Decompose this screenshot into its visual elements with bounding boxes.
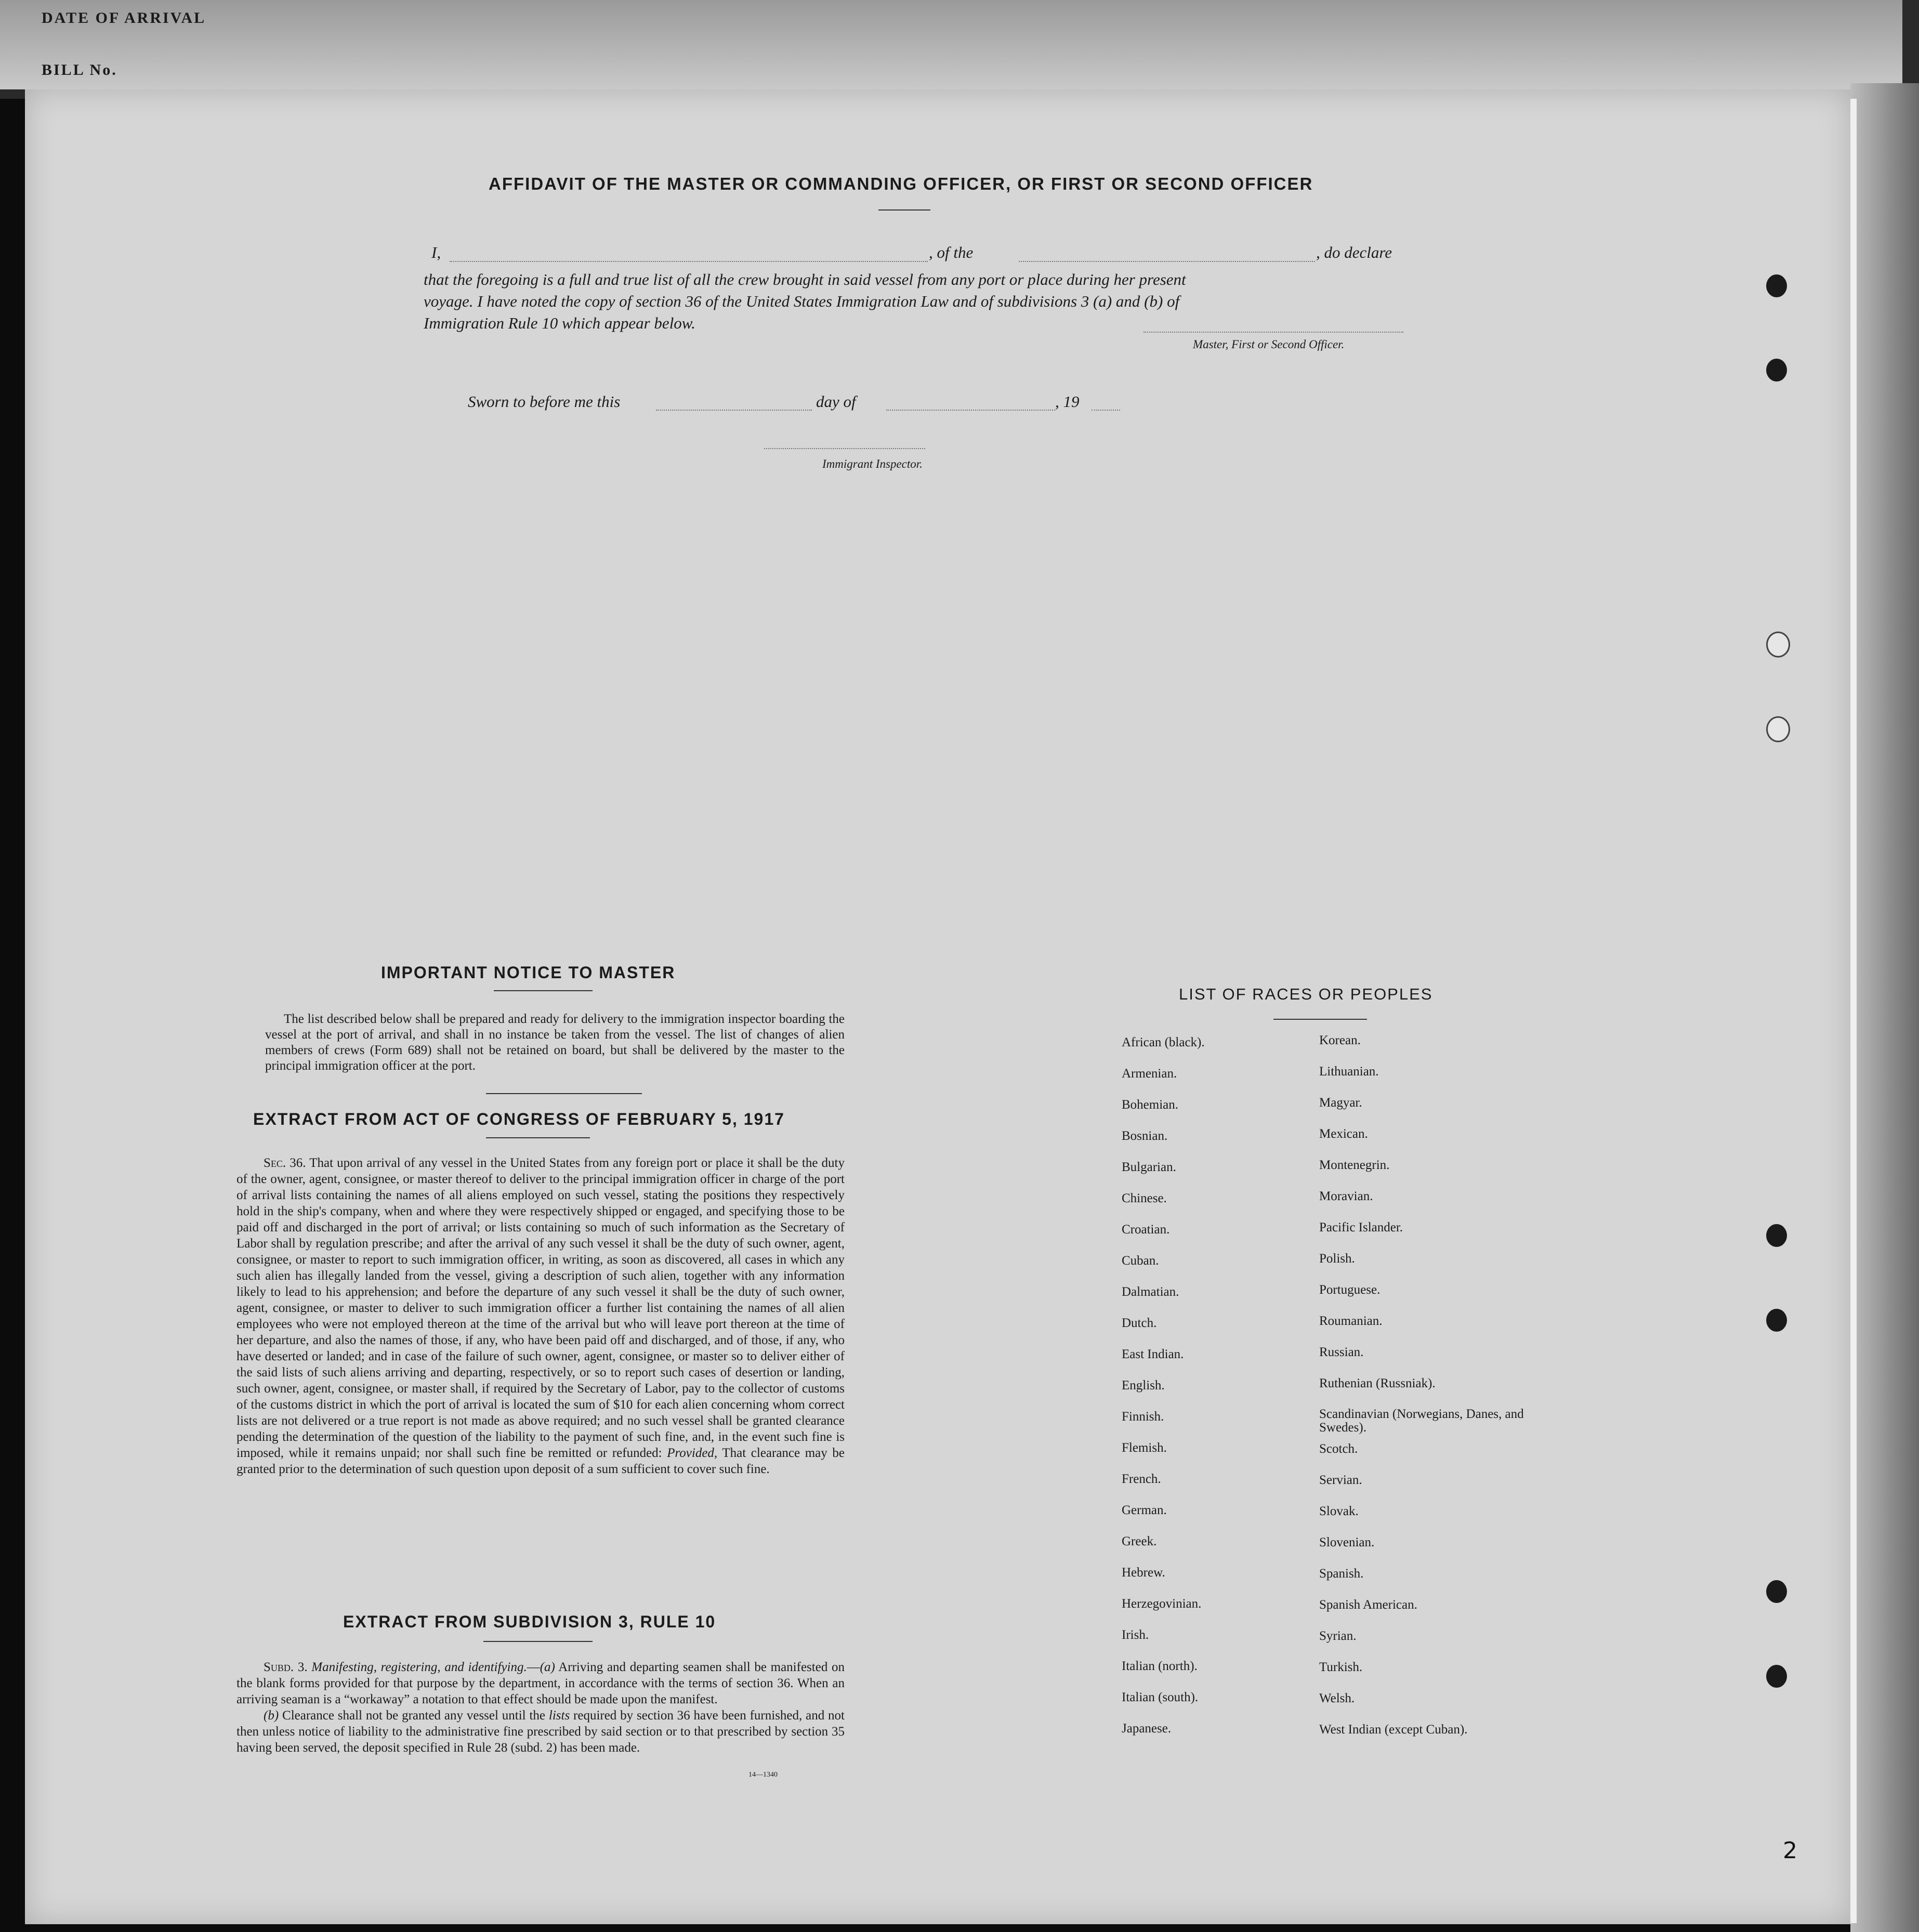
affidavit-line-4: Immigration Rule 10 which appear below. — [424, 314, 695, 332]
race-item: Ruthenian (Russniak). — [1319, 1376, 1436, 1390]
para-a-label: (a) — [540, 1660, 555, 1674]
race-item: Welsh. — [1319, 1691, 1355, 1705]
affidavit-of-the: , of the — [929, 243, 974, 261]
section-label: Sec. 36. — [264, 1156, 306, 1170]
act-rule — [486, 1137, 590, 1138]
handwritten-mark: 2 — [1783, 1837, 1797, 1864]
race-item: Greek. — [1122, 1534, 1157, 1548]
race-item: Roumanian. — [1319, 1314, 1383, 1328]
proviso-label: Provided, — [667, 1446, 718, 1460]
subdivision-heading: Manifesting, registering, and identifying. — [311, 1660, 527, 1674]
notice-end-rule — [486, 1093, 642, 1094]
race-item: French. — [1122, 1472, 1161, 1486]
binder-hole-icon — [1766, 1224, 1787, 1247]
race-item: Dalmatian. — [1122, 1285, 1179, 1299]
race-item: German. — [1122, 1503, 1167, 1517]
sworn-year: , 19 — [1055, 392, 1080, 411]
race-item: Chinese. — [1122, 1191, 1167, 1205]
race-item: Japanese. — [1122, 1721, 1172, 1736]
race-item: Lithuanian. — [1319, 1064, 1379, 1079]
race-item: Turkish. — [1319, 1660, 1363, 1674]
notice-rule — [494, 990, 593, 991]
binder-hole-icon — [1766, 716, 1790, 742]
binder-hole-icon — [1766, 1309, 1787, 1332]
para-b-end: required by section 36 have been furnished, and not then unless notice of liability to the administrative fine prescribed by said section or to that prescribed by section 35 having been served, the deposit specified in Rule 28 (subd. 2) has been made. — [236, 1708, 845, 1755]
race-item: Spanish American. — [1319, 1598, 1417, 1612]
header-tab — [0, 0, 1902, 89]
para-a-text: Arriving and departing seamen shall be manifested on the blank forms provided for that purpose by the department, in accordance with the terms of section 36. When an arriving seaman is a “workaway” a notation to that effect should be made upon the manifest. — [236, 1660, 845, 1706]
subdivision-3-text: Subd. 3. Manifesting, registering, and identifying.—(a) Arriving and departing seamen shall be manifested on the blank forms provided for that purpose by the department, in accordance with the terms of section 36. When an arriving seaman is a “workaway” a notation to that effect should be made upon the manifest. (b) Clearance shall not be granted any vessel until the lists required by section 36 have been furnished, and not then unless notice of liability to the administrative fine prescribed by said section or to that prescribed by section 35 having been served, the deposit specified in Rule 28 (subd. 2) has been made. — [236, 1660, 845, 1755]
page-edge-strip — [1850, 83, 1919, 1932]
section-36-body: That upon arrival of any vessel in the United States from any foreign port or place it shall be the duty of the owner, agent, consignee, or master thereof to deliver to the principal immigration officer in charge of the port of arrival lists containing the names of all aliens employed on such vessel, stating the positions they respectively hold in the ship's company, when and where they were respectively shipped or engaged, and specifying those to be paid off and discharged in the port of arrival; or lists containing so much of such information as the Secretary of Labor shall by regulation prescribe; and after the arrival of any such vessel it shall be the duty of such owner, agent, consignee, or master to report to such immigration officer, in writing, as soon as discovered, all cases in which any such alien has illegally landed from the vessel, giving a description of such alien, together with any information likely to lead to his apprehension; and before the departure of any such vessel it shall be the duty of such owner, agent, consignee, or master to deliver to such immigration officer a further list containing the names of all alien employees who were not employed thereon at the time of the arrival but who will leave port thereon at the time of her departure, and also the names of those, if any, who have been paid off and discharged, and of those, if any, who have deserted or landed; and in case of the failure of such owner, agent, consignee, or master so to deliver either of the said lists of such aliens arriving and departing, respectively, or so to report such cases of desertion or landing, such owner, agent, consignee, or master shall, if required by the Secretary of Labor, pay to the collector of customs of the customs district in which the port of arrival is located the sum of $10 for each alien concerning whom correct lists are not delivered or a true report is not made as above required; and no such vessel shall be granted clearance pending the determination of the question of the liability to the payment of such fine, and, in the event such fine is imposed, while it remains unpaid; nor shall such fine be remitted or refunded: — [236, 1156, 845, 1460]
inspector-signature-field[interactable] — [764, 447, 925, 449]
race-item: Mexican. — [1319, 1127, 1368, 1141]
notice-title: IMPORTANT NOTICE TO MASTER — [381, 963, 676, 982]
race-item: Moravian. — [1319, 1189, 1373, 1203]
race-item: Flemish. — [1122, 1441, 1167, 1455]
race-item: West Indian (except Cuban). — [1319, 1723, 1468, 1737]
race-item: Servian. — [1319, 1473, 1362, 1487]
race-item: Cuban. — [1122, 1254, 1159, 1268]
race-item: Bohemian. — [1122, 1098, 1179, 1112]
race-item: Russian. — [1319, 1345, 1364, 1359]
race-item: Italian (north). — [1122, 1659, 1198, 1673]
race-item: Portuguese. — [1319, 1283, 1381, 1297]
sworn-month-field[interactable] — [886, 409, 1055, 411]
race-item: Scotch. — [1319, 1442, 1358, 1456]
para-b-lists: lists — [548, 1708, 570, 1723]
section-36-proviso: That clearance may be granted prior to the determination of such question upon deposit of a sum sufficient to cover such fine. — [236, 1446, 845, 1476]
officer-signature-label: Master, First or Second Officer. — [1193, 338, 1345, 351]
race-item: Herzegovinian. — [1122, 1597, 1202, 1611]
master-name-field[interactable] — [450, 260, 928, 262]
inspector-label: Immigrant Inspector. — [822, 457, 923, 470]
affidavit-line-3: voyage. I have noted the copy of section 36 of the United States Immigration Law and of subdivisions 3 (a) and (b) of — [424, 292, 1180, 310]
race-item: Armenian. — [1122, 1067, 1177, 1081]
race-item: Slovenian. — [1319, 1535, 1375, 1549]
race-item: Bulgarian. — [1122, 1160, 1176, 1174]
rule-extract-title: EXTRACT FROM SUBDIVISION 3, RULE 10 — [343, 1612, 716, 1631]
race-item: Polish. — [1319, 1252, 1355, 1266]
race-item: Croatian. — [1122, 1223, 1170, 1237]
date-of-arrival-label: DATE OF ARRIVAL — [42, 9, 206, 27]
race-item: East Indian. — [1122, 1347, 1184, 1361]
paper-edge — [1850, 99, 1857, 1923]
binder-hole-icon — [1766, 632, 1790, 658]
document-page — [25, 89, 1850, 1924]
bill-number-label: BILL No. — [42, 61, 117, 78]
para-b-start: Clearance shall not be granted any vessel until the — [282, 1708, 549, 1723]
race-item: Spanish. — [1319, 1567, 1364, 1581]
race-item: Finnish. — [1122, 1410, 1164, 1424]
sworn-day-of: day of — [816, 392, 856, 411]
race-item: Syrian. — [1319, 1629, 1357, 1643]
sworn-text: Sworn to before me this — [468, 392, 621, 411]
race-item: African (black). — [1122, 1035, 1205, 1049]
form-code: 14—1340 — [748, 1771, 778, 1779]
binder-hole-icon — [1766, 359, 1787, 382]
race-item: Slovak. — [1319, 1504, 1359, 1518]
race-item: English. — [1122, 1378, 1165, 1392]
notice-body: The list described below shall be prepared and ready for delivery to the immigration inspector boarding the vessel at the port of arrival, and shall in no instance be taken from the vessel. The list of changes of alien members of crews (Form 689) shall not be retained on board, but shall be delivered by the master to the principal immigration officer at the port. — [265, 1012, 845, 1073]
subdivision-label: Subd. 3. — [264, 1660, 308, 1674]
race-item: Bosnian. — [1122, 1129, 1168, 1143]
race-item: Magyar. — [1319, 1096, 1362, 1110]
race-item: Hebrew. — [1122, 1566, 1165, 1580]
race-item: Korean. — [1319, 1033, 1361, 1047]
binder-hole-icon — [1766, 1580, 1787, 1603]
vessel-name-field[interactable] — [1019, 260, 1315, 262]
race-item: Pacific Islander. — [1319, 1220, 1403, 1234]
race-item: Italian (south). — [1122, 1690, 1199, 1704]
act-extract-title: EXTRACT FROM ACT OF CONGRESS OF FEBRUARY 5, 1917 — [253, 1110, 785, 1128]
races-title: LIST OF RACES OR PEOPLES — [1179, 985, 1433, 1003]
race-item: Dutch. — [1122, 1316, 1157, 1330]
affidavit-do-declare: , do declare — [1316, 243, 1392, 261]
para-b-label: (b) — [264, 1708, 279, 1723]
affidavit-title: AFFIDAVIT OF THE MASTER OR COMMANDING OFFICER, OR FIRST OR SECOND OFFICER — [489, 174, 1313, 193]
race-item: Irish. — [1122, 1628, 1149, 1642]
race-item: Scandinavian (Norwegians, Danes, and Swedes). — [1319, 1407, 1524, 1435]
section-36-text — [236, 1155, 845, 1477]
title-rule — [878, 209, 930, 211]
sworn-day-field[interactable] — [656, 409, 812, 411]
officer-signature-field[interactable] — [1143, 331, 1403, 333]
race-item: Montenegrin. — [1319, 1158, 1390, 1172]
binder-hole-icon — [1766, 274, 1787, 297]
rule-rule — [483, 1641, 593, 1642]
affidavit-line-2: that the foregoing is a full and true list of all the crew brought in said vessel from any port or place during her present — [424, 270, 1186, 288]
affidavit-i: I, — [431, 243, 441, 261]
races-rule — [1273, 1019, 1367, 1020]
sworn-year-field[interactable] — [1092, 409, 1120, 411]
binder-hole-icon — [1766, 1665, 1787, 1688]
